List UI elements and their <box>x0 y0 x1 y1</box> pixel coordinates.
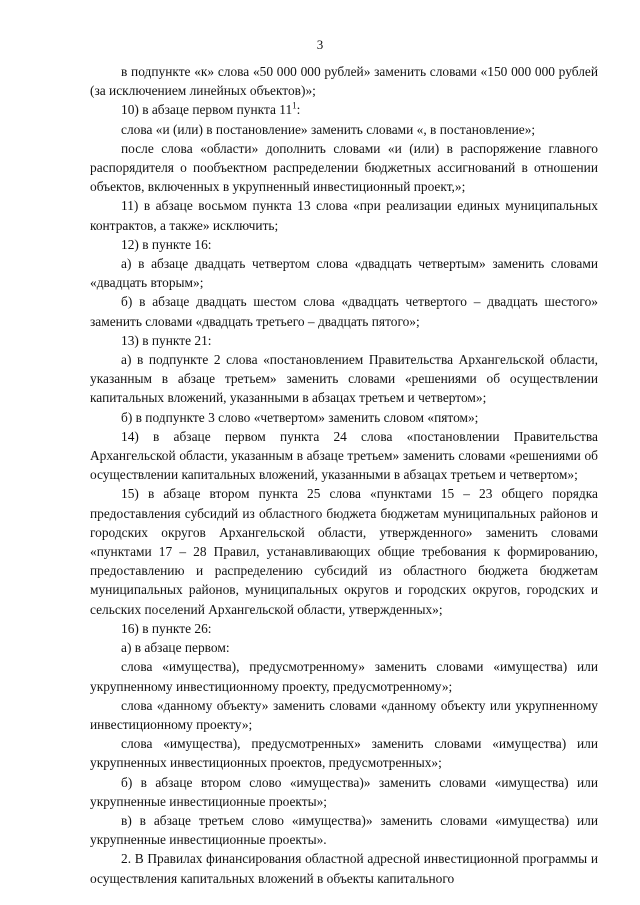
paragraph-suffix: : <box>296 102 301 118</box>
paragraph: в) в абзаце третьем слово «имущества)» заменить словами «имущества) или укрупненные инвестиционные проекты». <box>90 812 598 848</box>
paragraph-item-13: 13) в пункте 21: <box>121 332 212 348</box>
paragraph: а) в абзаце двадцать четвертом слова «двадцать четвертым» заменить словами «двадцать вторым»; <box>90 256 598 291</box>
page-number: 3 <box>316 37 324 52</box>
paragraph: слова «имущества), предусмотренных» заменить словами «имущества) или укрупненных инвестиционных проектов, предусмотренных»; <box>90 736 598 771</box>
paragraph-item-16: 16) в пункте 26: <box>121 620 212 636</box>
paragraph-text: 10) в абзаце первом пункта 11 <box>121 102 293 118</box>
paragraph: в подпункте «к» слова «50 000 000 рублей» заменить словами «150 000 000 рублей (за исключением линейных объектов)»; <box>90 64 598 99</box>
paragraph: б) в абзаце втором слово «имущества)» заменить словами «имущества) или укрупненные инвестиционные проекты»; <box>90 774 598 809</box>
paragraph: б) в абзаце двадцать шестом слова «двадцать четвертого – двадцать шестого» заменить словами «двадцать третьего – двадцать пятого»; <box>90 294 598 329</box>
paragraph: слова «и (или) в постановление» заменить словами «, в постановление»; <box>121 121 536 137</box>
paragraph-item-12: 12) в пункте 16: <box>121 236 212 252</box>
paragraph-item-11: 11) в абзаце восьмом пункта 13 слова «при реализации единых муниципальных контрактов, а также» исключить; <box>90 198 598 233</box>
paragraph-section-2: 2. В Правилах финансирования областной адресной инвестиционной программы и осуществления капитальных вложений в объекты капитального <box>90 851 598 886</box>
paragraph-item-15: 15) в абзаце втором пункта 25 слова «пунктами 15 – 23 общего порядка предоставления субсидий из областного бюджета бюджетам муниципальных районов и городских округов Архангельской области, утвержденного» заменить словами «пунктами 17 – 28 Правил, устанавливающих общие требования к формированию, предоставлению и распределению субсидий из областного бюджета бюджетам муниципальных районов, муниципальных округов и городских округов, городских и сельских поселений Архангельской области, утвержденных»; <box>90 486 598 617</box>
superscript: 1 <box>292 100 297 111</box>
paragraph: слова «данному объекту» заменить словами «данному объекту или укрупненному инвестиционному проекту»; <box>90 697 598 732</box>
paragraph: слова «имущества), предусмотренному» заменить словами «имущества) или укрупненному инвестиционному проекту, предусмотренному»; <box>90 659 598 694</box>
document-body <box>90 62 598 888</box>
paragraph-item-14: 14) в абзаце первом пункта 24 слова «постановлении Правительства Архангельской области, указанным в абзаце третьем» заменить словами «решениями об осуществлении капитальных вложений, указанными в абзацах третьем и четвертом»; <box>90 428 598 483</box>
paragraph-item-10 <box>90 100 598 119</box>
paragraph: а) в подпункте 2 слова «постановлением Правительства Архангельской области, указанным в абзаце третьем» заменить словами «решениями об осуществлении капитальных вложений, указанными в абзацах третьем и четвертом»; <box>90 352 598 406</box>
paragraph: после слова «области» дополнить словами «и (или) в распоряжение главного распорядителя о пообъектном распределении бюджетных ассигнований в отношении объектов, включенных в укрупненный инвестиционный проект,»; <box>90 140 598 195</box>
paragraph: б) в подпункте 3 слово «четвертом» заменить словом «пятом»; <box>121 409 479 425</box>
paragraph: а) в абзаце первом: <box>121 640 230 656</box>
